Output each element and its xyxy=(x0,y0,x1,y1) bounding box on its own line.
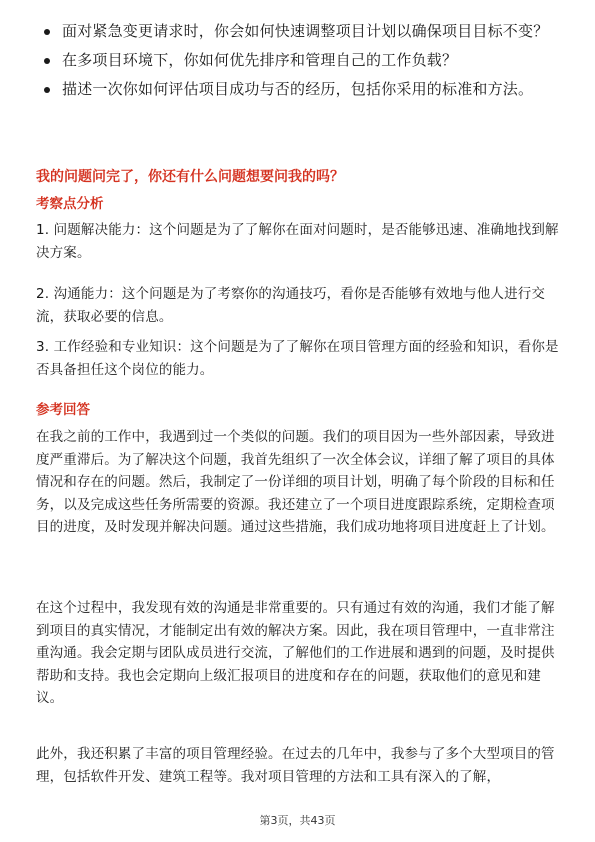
answer-paragraph: 在这个过程中，我发现有效的沟通是非常重要的。只有通过有效的沟通，我们才能了解到项目的真实情况，才能制定出有效的解决方案。因此，我在项目管理中，一直非常注重沟通。我会定期与团队成员进行交流，了解他们的工作进展和遇到的问题，及时提供帮助和支持。我也会定期向上级汇报项目的进度和存在的问题，获取他们的意见和建议。 xyxy=(36,600,555,706)
bullet-text: 在多项目环境下，你如何优先排序和管理自己的工作负载？ xyxy=(62,51,458,69)
bullet-item xyxy=(40,77,560,101)
bullet-item xyxy=(40,19,560,43)
page-number-footer: 第3页，共43页 xyxy=(259,814,336,827)
answer-paragraph: 在我之前的工作中，我遇到过一个类似的问题。我们的项目因为一些外部因素，导致进度严重滞后。为了解决这个问题，我首先组织了一次全体会议，详细了解了项目的具体情况和存在的问题。然后，我制定了一份详细的项目计划，明确了每个阶段的目标和任务，以及完成这些任务所需要的资源。我还建立了一个项目进度跟踪系统，定期检查项目的进度，及时发现并解决问题。通过这些措施，我们成功地将项目进度赶上了计划。 xyxy=(36,429,555,535)
reference-answer-heading: 参考回答 xyxy=(36,402,90,418)
bullet-text: 描述一次你如何评估项目成功与否的经历，包括你采用的标准和方法。 xyxy=(62,80,534,98)
analysis-item: 3. 工作经验和专业知识：这个问题是为了了解你在项目管理方面的经验和知识，看你是否具备担任这个岗位的能力。 xyxy=(36,339,559,378)
bullet-dot xyxy=(44,58,50,64)
answer-paragraph: 此外，我还积累了丰富的项目管理经验。在过去的几年中，我参与了多个大型项目的管理，包括软件开发、建筑工程等。我对项目管理的方法和工具有深入的了解， xyxy=(36,746,555,785)
analysis-item: 2. 沟通能力：这个问题是为了考察你的沟通技巧，看你是否能够有效地与他人进行交流，获取必要的信息。 xyxy=(36,286,546,325)
bullet-text: 面对紧急变更请求时，你会如何快速调整项目计划以确保项目目标不变？ xyxy=(62,22,549,40)
bullet-dot xyxy=(44,87,50,93)
bullet-item xyxy=(40,48,560,72)
analysis-heading: 考察点分析 xyxy=(36,196,104,212)
question-bullet-list xyxy=(40,19,560,106)
analysis-item: 1. 问题解决能力：这个问题是为了了解你在面对问题时，是否能够迅速、准确地找到解决方案。 xyxy=(36,222,559,261)
bullet-dot xyxy=(44,29,50,35)
interview-question-heading: 我的问题问完了，你还有什么问题想要问我的吗？ xyxy=(36,169,344,185)
